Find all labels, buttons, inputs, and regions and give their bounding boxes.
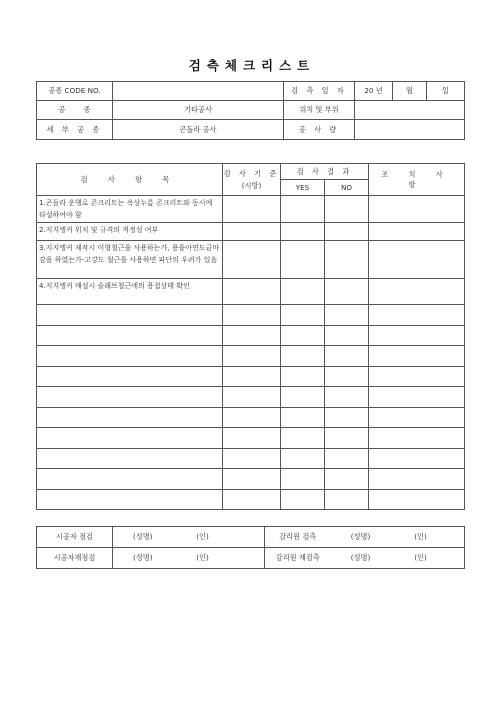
standard-cell[interactable] [223, 241, 281, 279]
spacer-cell [233, 548, 265, 569]
no-cell[interactable] [325, 196, 369, 223]
table-row [37, 223, 465, 241]
col-header-action: 조 치 사 항 [369, 164, 465, 196]
item-cell[interactable] [37, 366, 223, 387]
no-cell[interactable] [325, 223, 369, 241]
action-cell[interactable] [369, 241, 465, 279]
supervisor-recheck-name[interactable]: (성명) [331, 548, 391, 569]
action-cell[interactable] [369, 428, 465, 449]
yes-cell[interactable] [281, 279, 325, 305]
standard-cell[interactable] [223, 223, 281, 241]
yes-cell[interactable] [281, 223, 325, 241]
check-item-3: 3.지지앵커 제작시 이형철근을 사용하는가, 용융아연도금마감을 하였는가-고강도 철근을 사용하면 파단의 우려가 있음 [37, 241, 223, 279]
yes-cell[interactable] [281, 241, 325, 279]
action-cell[interactable] [369, 305, 465, 326]
signature-table [36, 526, 465, 569]
spacer-cell [451, 548, 465, 569]
action-cell[interactable] [369, 469, 465, 490]
no-cell[interactable] [325, 325, 369, 346]
no-cell[interactable] [325, 387, 369, 408]
no-cell[interactable] [325, 346, 369, 367]
standard-cell[interactable] [223, 387, 281, 408]
no-cell[interactable] [325, 448, 369, 469]
table-row [37, 346, 465, 367]
contractor-check-name[interactable]: (성명) [113, 527, 173, 548]
item-cell[interactable] [37, 428, 223, 449]
item-cell[interactable] [37, 325, 223, 346]
supervisor-check-seal[interactable]: (인) [391, 527, 451, 548]
standard-cell[interactable] [223, 407, 281, 428]
no-cell[interactable] [325, 428, 369, 449]
yes-cell[interactable] [281, 387, 325, 408]
no-cell[interactable] [325, 469, 369, 490]
location-value[interactable] [355, 101, 465, 120]
header-table [36, 81, 465, 140]
standard-cell[interactable] [223, 448, 281, 469]
work-type-label: 공 종 [37, 101, 113, 120]
quantity-value[interactable] [355, 120, 465, 140]
document-title: 검측체크리스트 [188, 58, 316, 73]
spacer-cell [451, 527, 465, 548]
check-item-2: 2.지지앵커 위치 및 규격의 적정성 여부 [37, 223, 223, 241]
check-item-1: 1.곤돌라 운행로 콘크리트는 옥상누름 콘크리트와 동시에 타설하여야 함 [37, 196, 223, 223]
table-row [37, 241, 465, 279]
no-cell[interactable] [325, 489, 369, 510]
yes-cell[interactable] [281, 428, 325, 449]
no-cell[interactable] [325, 279, 369, 305]
standard-cell[interactable] [223, 196, 281, 223]
check-item-4: 4.지지앵커 매설시 슬래브철근에의 용접상태 확인 [37, 279, 223, 305]
yes-cell[interactable] [281, 346, 325, 367]
spacer-cell [233, 527, 265, 548]
table-row [37, 366, 465, 387]
table-row [37, 279, 465, 305]
table-row [37, 387, 465, 408]
inspection-date-label: 검 측 일 자 [284, 82, 355, 101]
action-cell[interactable] [369, 196, 465, 223]
col-header-no: NO [325, 180, 369, 196]
contractor-check-label: 시공자 점검 [37, 527, 113, 548]
no-cell[interactable] [325, 407, 369, 428]
action-cell[interactable] [369, 407, 465, 428]
standard-label: 검 사 기 준 [223, 168, 280, 178]
table-row [37, 305, 465, 326]
standard-cell[interactable] [223, 428, 281, 449]
table-row [37, 196, 465, 223]
contractor-recheck-name[interactable]: (성명) [113, 548, 173, 569]
table-row [37, 407, 465, 428]
work-type-value[interactable]: 기타공사 [113, 101, 284, 120]
date-day[interactable]: 일 [427, 82, 465, 101]
checklist-table [36, 163, 465, 510]
code-label: 공종 CODE NO. [37, 82, 113, 101]
yes-cell[interactable] [281, 469, 325, 490]
item-cell[interactable] [37, 448, 223, 469]
action-cell[interactable] [369, 448, 465, 469]
quantity-label: 공 사 량 [284, 120, 355, 140]
action-cell[interactable] [369, 346, 465, 367]
standard-cell[interactable] [223, 305, 281, 326]
col-header-result: 검 사 결 과 [281, 164, 369, 180]
action-cell[interactable] [369, 279, 465, 305]
table-row [37, 448, 465, 469]
item-cell[interactable] [37, 346, 223, 367]
standard-cell[interactable] [223, 346, 281, 367]
action-cell[interactable] [369, 387, 465, 408]
yes-cell[interactable] [281, 407, 325, 428]
date-year[interactable]: 20 년 [355, 82, 393, 101]
table-row [37, 469, 465, 490]
yes-cell[interactable] [281, 325, 325, 346]
col-header-yes: YES [281, 180, 325, 196]
item-cell[interactable] [37, 407, 223, 428]
yes-cell[interactable] [281, 366, 325, 387]
detail-work-value[interactable]: 곤돌라 공사 [113, 120, 284, 140]
no-cell[interactable] [325, 305, 369, 326]
supervisor-check-label: 감리원 검측 [265, 527, 331, 548]
item-cell[interactable] [37, 305, 223, 326]
supervisor-check-name[interactable]: (성명) [331, 527, 391, 548]
no-cell[interactable] [325, 241, 369, 279]
detail-work-label: 세 부 공 종 [37, 120, 113, 140]
col-header-item: 검 사 항 목 [37, 164, 223, 196]
code-value[interactable] [113, 82, 284, 101]
supervisor-recheck-seal[interactable]: (인) [391, 548, 451, 569]
no-cell[interactable] [325, 366, 369, 387]
date-month[interactable]: 월 [393, 82, 427, 101]
table-row [37, 489, 465, 510]
action-cell[interactable] [369, 366, 465, 387]
contractor-check-seal[interactable]: (인) [173, 527, 233, 548]
supervisor-recheck-label: 감리원 재검측 [265, 548, 331, 569]
action-cell[interactable] [369, 489, 465, 510]
item-cell[interactable] [37, 489, 223, 510]
action-cell[interactable] [369, 223, 465, 241]
item-cell[interactable] [37, 387, 223, 408]
standard-cell[interactable] [223, 469, 281, 490]
col-header-standard [223, 164, 281, 196]
table-row [37, 325, 465, 346]
contractor-recheck-label: 시공자재점검 [37, 548, 113, 569]
contractor-recheck-seal[interactable]: (인) [173, 548, 233, 569]
standard-cell[interactable] [223, 279, 281, 305]
yes-cell[interactable] [281, 489, 325, 510]
action-cell[interactable] [369, 325, 465, 346]
yes-cell[interactable] [281, 448, 325, 469]
yes-cell[interactable] [281, 305, 325, 326]
table-row [37, 428, 465, 449]
standard-sublabel: (시방) [241, 180, 262, 190]
standard-cell[interactable] [223, 366, 281, 387]
item-cell[interactable] [37, 469, 223, 490]
standard-cell[interactable] [223, 325, 281, 346]
yes-cell[interactable] [281, 196, 325, 223]
location-label: 위치 및 부위 [284, 101, 355, 120]
standard-cell[interactable] [223, 489, 281, 510]
